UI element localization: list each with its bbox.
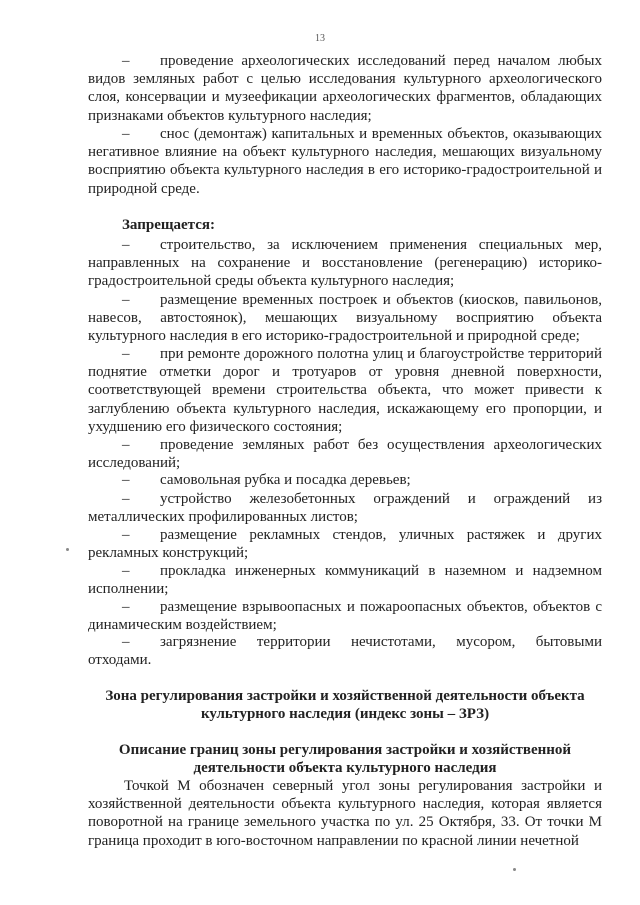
list-item-text: при ремонте дорожного полотна улиц и благоустройстве территорий поднятие отметки дорог и тротуаров от уровня дневной поверхности, соответствующей времени строительства объекта, что может привести к заглублению объекта культурного наследия, искажающему его пропорции, и ухудшению его физического состояния; [88, 346, 602, 435]
scan-speck [513, 868, 516, 871]
boundary-title-line1: Описание границ зоны регулирования застройки и хозяйственной [118, 742, 572, 758]
list-item: – прокладка инженерных коммуникаций в наземном и надземном исполнении; [88, 563, 602, 598]
list-item: – при ремонте дорожного полотна улиц и благоустройстве территорий поднятие отметки дорог и тротуаров от уровня дневной поверхности, соответствующей времени строительства объекта, что может привести к заглублению объекта культурного наследия, искажающему его пропорции, и ухудшению его физического состояния; [88, 346, 602, 435]
list-item: – устройство железобетонных ограждений и ограждений из металлических профилированных листов; [88, 491, 602, 526]
list-item-text: проведение археологических исследований перед началом любых видов земляных работ с целью исследования культурного археологического слоя, консервации и музеефикации археологических фрагментов, обладающих признаками объектов культурного наследия; [88, 53, 602, 124]
list-item-text: проведение земляных работ без осуществления археологических исследований; [88, 437, 602, 472]
list-item-text: устройство железобетонных ограждений и ограждений из металлических профилированных листов; [88, 491, 602, 526]
list-item-text: размещение взрывоопасных и пожароопасных объектов, объектов с динамическим воздействием; [88, 599, 602, 634]
list-item: – самовольная рубка и посадка деревьев; [122, 472, 411, 488]
list-item: – снос (демонтаж) капитальных и временных объектов, оказывающих негативное влияние на объект культурного наследия, мешающих визуальному восприятию объекта культурного наследия в его историко-градостроительной и природной среде. [88, 126, 602, 197]
boundary-title-line2: деятельности объекта культурного наследия [193, 760, 497, 776]
list-item: – размещение рекламных стендов, уличных растяжек и других рекламных конструкций; [88, 527, 602, 562]
boundary-text: Точкой М обозначен северный угол зоны регулирования застройки и хозяйственной деятельности объекта культурного наследия, которая является поворотной на границе земельного участка по ул. 25 Октября, 33. От точки М граница проходит в юго-восточном направлении по красной линии нечетной [88, 778, 602, 849]
list-item: – строительство, за исключением применения специальных мер, направленных на сохранение и восстановление (регенерацию) историко-градостроительной среды объекта культурного наследия; [88, 237, 602, 290]
zone-title-line2: культурного наследия (индекс зоны – ЗРЗ) [200, 706, 490, 722]
list-item-text: размещение рекламных стендов, уличных растяжек и других рекламных конструкций; [88, 527, 602, 562]
list-item-text: загрязнение территории нечистотами, мусором, бытовыми отходами. [88, 634, 602, 669]
list-item-text: прокладка инженерных коммуникаций в наземном и надземном исполнении; [88, 563, 602, 598]
list-item: – проведение археологических исследований перед началом любых видов земляных работ с целью исследования культурного археологического слоя, консервации и музеефикации археологических фрагментов, обладающих признаками объектов культурного наследия; [88, 53, 602, 124]
list-item: – размещение временных построек и объектов (киосков, павильонов, навесов, автостоянок), мешающих визуальному восприятию объекта культурного наследия в его историко-градостроительной и природной среде; [88, 292, 602, 345]
zone-title-line1: Зона регулирования застройки и хозяйственной деятельности объекта [105, 688, 585, 704]
list-item: – размещение взрывоопасных и пожароопасных объектов, объектов с динамическим воздействием; [88, 599, 602, 634]
list-item-text: строительство, за исключением применения специальных мер, направленных на сохранение и восстановление (регенерацию) историко-градостроительной среды объекта культурного наследия; [88, 237, 602, 290]
list-item-text: размещение временных построек и объектов (киосков, павильонов, навесов, автостоянок), мешающих визуальному восприятию объекта культурного наследия в его историко-градостроительной и природной среде; [88, 292, 602, 345]
list-item-text: самовольная рубка и посадка деревьев; [160, 472, 411, 488]
scan-speck [66, 548, 69, 551]
list-item: – загрязнение территории нечистотами, мусором, бытовыми отходами. [88, 634, 602, 669]
page-number: 13 [315, 33, 325, 44]
list-item: – проведение земляных работ без осуществления археологических исследований; [88, 437, 602, 472]
list-item-text: снос (демонтаж) капитальных и временных объектов, оказывающих негативное влияние на объект культурного наследия, мешающих визуальному восприятию объекта культурного наследия в его историко-градостроительной и природной среде. [88, 126, 602, 197]
boundary-paragraph [88, 777, 602, 850]
prohibited-heading: Запрещается: [122, 217, 216, 233]
